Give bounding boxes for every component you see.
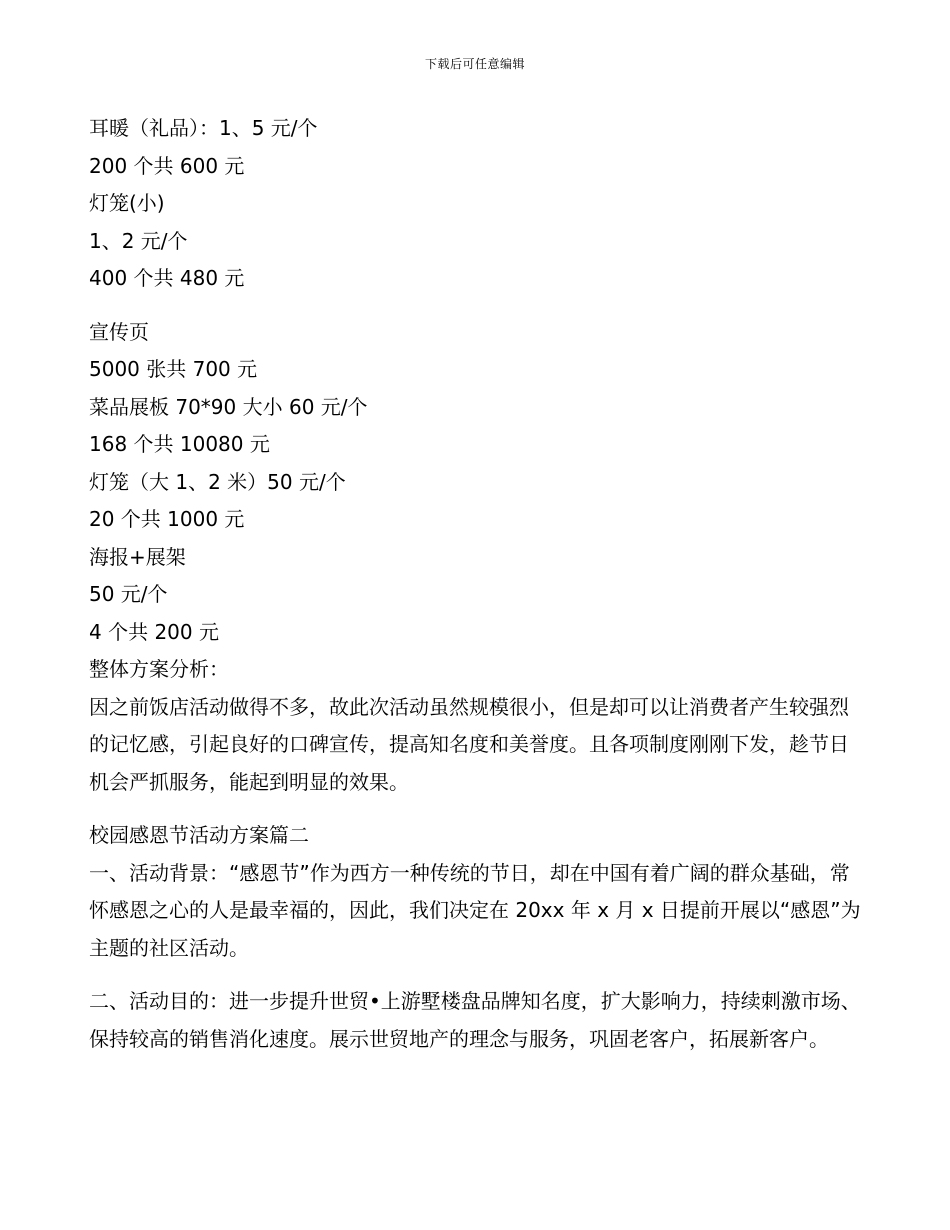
text-line: 200 个共 600 元: [89, 153, 245, 178]
purpose-paragraph: 二、活动目的：进一步提升世贸•上游墅楼盘品牌知名度，扩大影响力，持续刺激市场、保持较高的销售消化速度。展示世贸地产的理念与服务，巩固老客户，拓展新客户。: [89, 989, 861, 1051]
text-line: 20 个共 1000 元: [89, 507, 245, 531]
paragraph-gap: [89, 298, 864, 314]
analysis-paragraph: 因之前饭店活动做得不多，故此次活动虽然规模很小，但是却可以让消费者产生较强烈的记忆感，引起良好的口碑宣传，提高知名度和美誉度。且各项制度刚刚下发，趁节日机会严抓服务，能起到明显的效果。: [89, 694, 849, 794]
text-line: 4 个共 200 元: [89, 619, 219, 644]
analysis-heading: 整体方案分析：: [89, 657, 229, 681]
page-header-note: 下载后可任意编辑: [424, 57, 525, 71]
text-line: 宣传页: [89, 319, 149, 344]
text-line: 菜品展板 70*90 大小 60 元/个: [89, 394, 368, 419]
text-line: 灯笼(小): [89, 191, 165, 215]
text-line: 灯笼（大 1、2 米）50 元/个: [89, 469, 346, 494]
text-line: 50 元/个: [89, 582, 168, 606]
section-title: 校园感恩节活动方案篇二: [89, 823, 309, 847]
text-line: 5000 张共 700 元: [89, 357, 258, 381]
text-line: 耳暖（礼品）：1、5 元/个: [89, 116, 318, 140]
text-line: 海报+展架: [89, 544, 186, 569]
document-body: [89, 110, 864, 1058]
text-line: 168 个共 10080 元: [89, 432, 270, 456]
text-line: 400 个共 480 元: [89, 266, 245, 290]
background-paragraph: 一、活动背景：“感恩节”作为西方一种传统的节日，却在中国有着广阔的群众基础，常怀感恩之心的人是最幸福的，因此，我们决定在 20xx 年 x 月 x 日提前开展以“感恩”为主题的社区活动。: [89, 860, 861, 960]
text-line: 1、2 元/个: [89, 228, 188, 253]
